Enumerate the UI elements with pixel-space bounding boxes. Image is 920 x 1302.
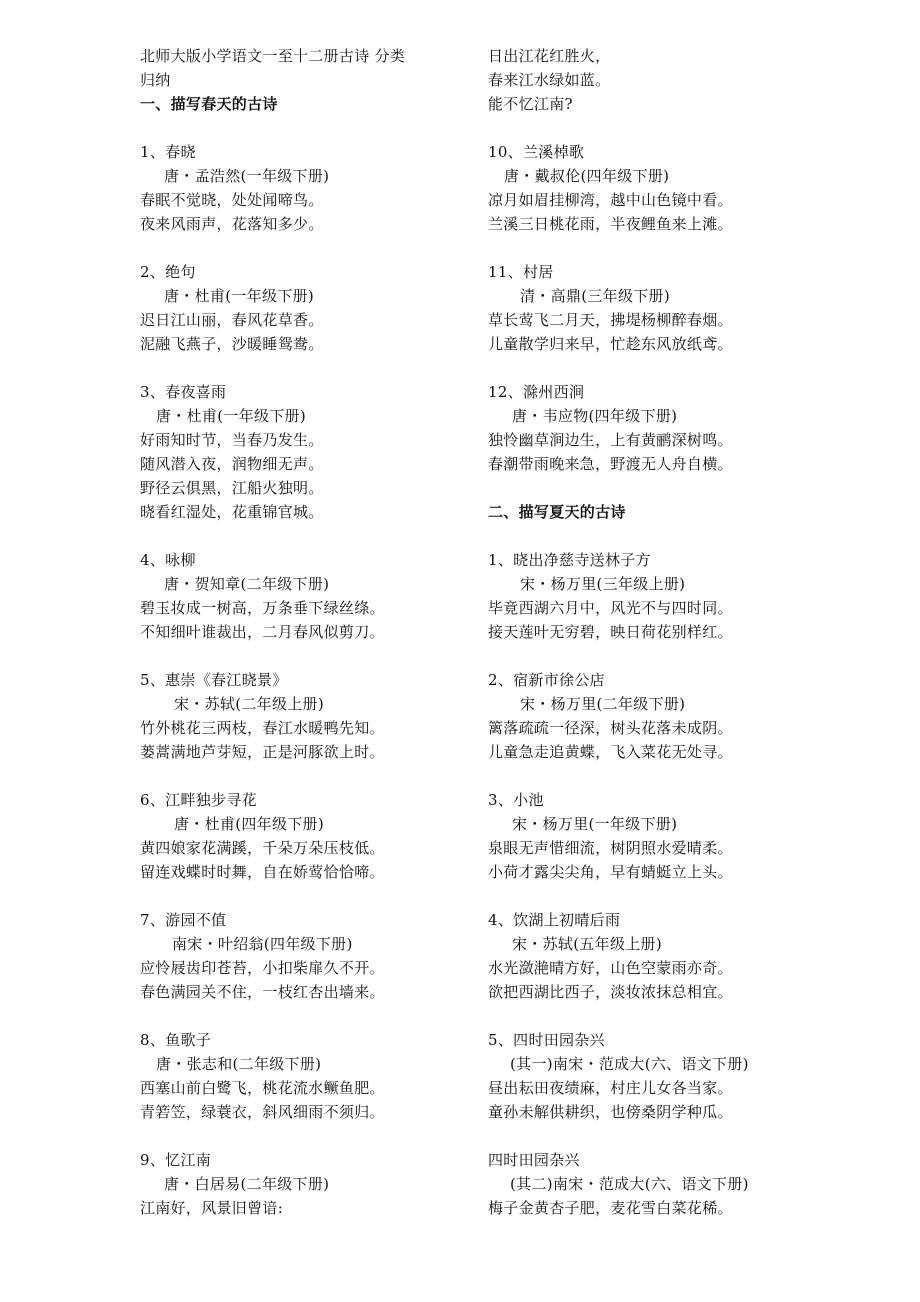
poem-verse: 春潮带雨晚来急，野渡无人舟自横。 xyxy=(488,455,733,473)
document-title-line: 归纳 xyxy=(140,71,171,89)
poem-verse: 兰溪三日桃花雨，半夜鲤鱼来上滩。 xyxy=(488,215,733,233)
poem-title: 4、咏柳 xyxy=(140,551,196,569)
blank-line xyxy=(140,764,450,788)
blank-line xyxy=(488,236,788,260)
poem-author: (其一)南宋・范成大(六、语文下册) xyxy=(510,1055,749,1073)
poem-title: 2、绝句 xyxy=(140,263,196,281)
poem-verse: 草长莺飞二月天，拂堤杨柳醉春烟。 xyxy=(488,311,733,329)
poem-verse: 独怜幽草涧边生，上有黄鹂深树鸣。 xyxy=(488,431,733,449)
poem-title: 1、春晓 xyxy=(140,143,196,161)
poem-verse: 碧玉妆成一树高，万条垂下绿丝绦。 xyxy=(140,599,385,617)
poem-verse: 凉月如眉挂柳湾，越中山色镜中看。 xyxy=(488,191,733,209)
blank-line xyxy=(488,1124,788,1148)
poem-author: 唐・白居易(二年级下册) xyxy=(164,1175,330,1193)
poem-verse: 梅子金黄杏子肥，麦花雪白菜花稀。 xyxy=(488,1199,733,1217)
poem-author: 唐・杜甫(一年级下册) xyxy=(164,287,315,305)
blank-line xyxy=(140,356,450,380)
poem-title: 5、四时田园杂兴 xyxy=(488,1031,605,1049)
blank-line xyxy=(140,1124,450,1148)
blank-line xyxy=(488,644,788,668)
blank-line xyxy=(140,644,450,668)
poem-author: 宋・杨万里(一年级下册) xyxy=(512,815,678,833)
poem-verse: 泉眼无声惜细流，树阴照水爱晴柔。 xyxy=(488,839,733,857)
poem-author: 唐・戴叔伦(四年级下册) xyxy=(504,167,670,185)
poem-verse: 随风潜入夜，润物细无声。 xyxy=(140,455,324,473)
blank-line xyxy=(488,116,788,140)
poem-author: 唐・孟浩然(一年级下册) xyxy=(164,167,330,185)
poem-author: 唐・杜甫(四年级下册) xyxy=(174,815,325,833)
poem-verse: 水光潋滟晴方好，山色空蒙雨亦奇。 xyxy=(488,959,733,977)
poem-title: 2、宿新市徐公店 xyxy=(488,671,605,689)
poem-author: 宋・苏轼(二年级上册) xyxy=(174,695,325,713)
poem-author: (其二)南宋・范成大(六、语文下册) xyxy=(510,1175,749,1193)
right-column xyxy=(488,44,788,1220)
poem-author: 唐・张志和(二年级下册) xyxy=(156,1055,322,1073)
poem-title: 3、小池 xyxy=(488,791,544,809)
poem-verse: 春色满园关不住，一枝红杏出墙来。 xyxy=(140,983,385,1001)
poem-author: 宋・杨万里(三年级上册) xyxy=(520,575,686,593)
poem-verse: 儿童急走追黄蝶，飞入菜花无处寻。 xyxy=(488,743,733,761)
poem-verse: 好雨知时节，当春乃发生。 xyxy=(140,431,324,449)
poem-verse: 蒌蒿满地芦芽短，正是河豚欲上时。 xyxy=(140,743,385,761)
poem-title: 四时田园杂兴 xyxy=(488,1151,580,1169)
poem-verse: 西塞山前白鹭飞，桃花流水鳜鱼肥。 xyxy=(140,1079,385,1097)
poem-verse: 江南好，风景旧曾谙: xyxy=(140,1199,284,1217)
poem-author: 宋・杨万里(二年级下册) xyxy=(520,695,686,713)
document-title-line: 北师大版小学语文一至十二册古诗 分类 xyxy=(140,47,406,65)
poem-verse: 昼出耘田夜绩麻，村庄儿女各当家。 xyxy=(488,1079,733,1097)
poem-verse: 篱落疏疏一径深，树头花落未成阴。 xyxy=(488,719,733,737)
poem-verse: 童孙未解供耕织，也傍桑阴学种瓜。 xyxy=(488,1103,733,1121)
poem-title: 12、滁州西涧 xyxy=(488,383,585,401)
poem-verse: 晓看红湿处，花重锦官城。 xyxy=(140,503,324,521)
poem-verse: 毕竟西湖六月中，风光不与四时同。 xyxy=(488,599,733,617)
poem-verse: 日出江花红胜火， xyxy=(488,47,611,65)
poem-verse: 小荷才露尖尖角，早有蜻蜓立上头。 xyxy=(488,863,733,881)
poem-title: 8、鱼歌子 xyxy=(140,1031,212,1049)
left-column xyxy=(140,44,450,1220)
poem-verse: 欲把西湖比西子，淡妆浓抹总相宜。 xyxy=(488,983,733,1001)
section-heading: 二、描写夏天的古诗 xyxy=(488,503,626,521)
poem-verse: 儿童散学归来早，忙趁东风放纸鸢。 xyxy=(488,335,733,353)
blank-line xyxy=(140,236,450,260)
poem-author: 南宋・叶绍翁(四年级下册) xyxy=(172,935,353,953)
poem-author: 清・高鼎(三年级下册) xyxy=(520,287,671,305)
blank-line xyxy=(140,116,450,140)
poem-author: 宋・苏轼(五年级上册) xyxy=(512,935,663,953)
blank-line xyxy=(140,884,450,908)
poem-title: 3、春夜喜雨 xyxy=(140,383,227,401)
poem-verse: 野径云俱黑，江船火独明。 xyxy=(140,479,324,497)
poem-title: 7、游园不值 xyxy=(140,911,227,929)
poem-verse: 夜来风雨声，花落知多少。 xyxy=(140,215,324,233)
poem-verse: 接天莲叶无穷碧，映日荷花别样红。 xyxy=(488,623,733,641)
poem-verse: 迟日江山丽，春风花草香。 xyxy=(140,311,324,329)
blank-line xyxy=(488,476,788,500)
blank-line xyxy=(140,524,450,548)
poem-author: 唐・杜甫(一年级下册) xyxy=(156,407,307,425)
blank-line xyxy=(488,884,788,908)
poem-verse: 黄四娘家花满蹊，千朵万朵压枝低。 xyxy=(140,839,385,857)
blank-line xyxy=(488,1004,788,1028)
poem-title: 1、晓出净慈寺送林子方 xyxy=(488,551,651,569)
poem-author: 唐・韦应物(四年级下册) xyxy=(512,407,678,425)
poem-verse: 留连戏蝶时时舞，自在娇莺恰恰啼。 xyxy=(140,863,385,881)
poem-verse: 竹外桃花三两枝，春江水暖鸭先知。 xyxy=(140,719,385,737)
poem-verse: 能不忆江南? xyxy=(488,95,573,113)
poem-title: 11、村居 xyxy=(488,263,554,281)
poem-verse: 不知细叶谁裁出，二月春风似剪刀。 xyxy=(140,623,385,641)
poem-verse: 应怜屐齿印苍苔，小扣柴扉久不开。 xyxy=(140,959,385,977)
poem-verse: 春眠不觉晓，处处闻啼鸟。 xyxy=(140,191,324,209)
poem-verse: 青箬笠，绿蓑衣，斜风细雨不须归。 xyxy=(140,1103,385,1121)
poem-verse: 春来江水绿如蓝。 xyxy=(488,71,611,89)
poem-title: 5、惠崇《春江晓景》 xyxy=(140,671,288,689)
blank-line xyxy=(488,764,788,788)
poem-author: 唐・贺知章(二年级下册) xyxy=(164,575,330,593)
section-heading: 一、描写春天的古诗 xyxy=(140,95,278,113)
poem-title: 10、兰溪棹歌 xyxy=(488,143,585,161)
poem-verse: 泥融飞燕子，沙暖睡鸳鸯。 xyxy=(140,335,324,353)
poem-title: 6、江畔独步寻花 xyxy=(140,791,257,809)
poem-title: 9、忆江南 xyxy=(140,1151,212,1169)
poem-title: 4、饮湖上初晴后雨 xyxy=(488,911,621,929)
blank-line xyxy=(488,356,788,380)
blank-line xyxy=(488,524,788,548)
blank-line xyxy=(140,1004,450,1028)
